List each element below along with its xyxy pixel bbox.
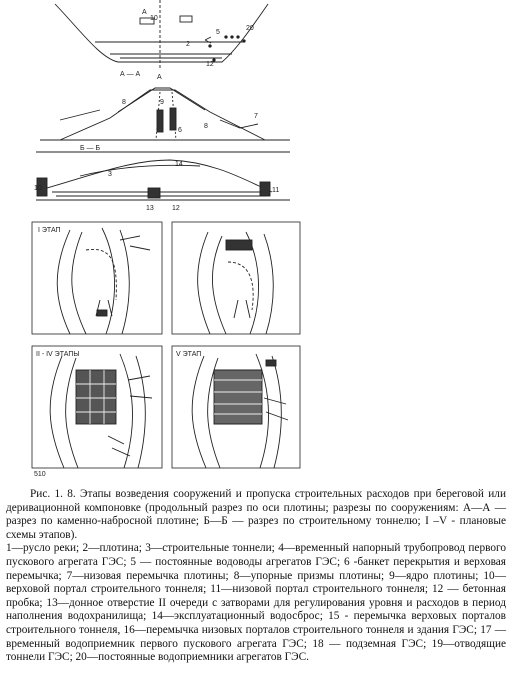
marker-5: 5 — [216, 29, 220, 36]
page-number: 510 — [34, 471, 46, 478]
marker-20: 20 — [246, 25, 254, 32]
marker-8b: 8 — [204, 123, 208, 130]
marker-12b: 12 — [172, 205, 180, 212]
marker-12: 12 — [206, 61, 214, 68]
marker-11: 11 — [272, 187, 280, 194]
marker-3: 3 — [108, 171, 112, 178]
caption-legend: 1—русло реки; 2—плотина; 3—строительные тоннели; 4—временный напорный трубопровод первого пускового агрегата ГЭС; 5 — постоянные водоводы агрегатов ГЭС; 6 -банкет перекрытия и верховая перемычка; 7—низовая перемычка плотины; 8—упорные призмы плотины; 9—ядро плотины; 10—верховой портал строительного тоннеля; 11—низовой портал строительного тоннеля; 12 — бетонная пробка; 13—донное отверстие II очереди с затворами для регулирования уровня и расходов в период наполнения водохранилища; 14—эксплуатационный водосброс; 15 - перемычка верховых порталов строительного тоннеля, 16—перемычка низовых порталов строительного тоннеля и здания ГЭС; 17 — временный водоприемник первого пускового агрегата ГЭС; 18 — подземная ГЭС; 19—отводящие тоннели ГЭС; 20—постоянные водоприемники агрегатов ГЭС. — [6, 542, 506, 664]
marker-6: 6 — [178, 127, 182, 134]
marker-9: 9 — [160, 99, 164, 106]
plan-stage-3-label: II - IV ЭТАПЫ — [36, 351, 80, 358]
plan-stage-5-label: V ЭТАП — [176, 351, 202, 358]
marker-7: 7 — [254, 113, 258, 120]
marker-8: 8 — [122, 99, 126, 106]
section-label-aa-top: А — [142, 9, 147, 16]
figure-caption — [6, 488, 506, 665]
marker-10: 10 — [150, 15, 158, 22]
marker-2: 2 — [186, 41, 190, 48]
section-title-bb: Б — Б — [80, 145, 101, 152]
section-title-aa: А — А — [120, 71, 141, 78]
section-label-aa-bottom: А — [157, 74, 162, 81]
marker-14: 14 — [175, 161, 183, 168]
caption-lead: Рис. 1. 8. Этапы возведения сооружений и пропуска строительных расходов при береговой или деривационной компоновке (продольный разрез по оси плотины; разрезы по сооружениям: А—А — разрез по каменно-набросной плотине; Б—Б — разрез по строительному тоннелю; I –V - плановые схемы этапов). — [6, 488, 506, 541]
marker-13: 13 — [146, 205, 154, 212]
plan-stage-1-label: I ЭТАП — [38, 227, 61, 234]
marker-10b: 10 — [34, 185, 42, 192]
